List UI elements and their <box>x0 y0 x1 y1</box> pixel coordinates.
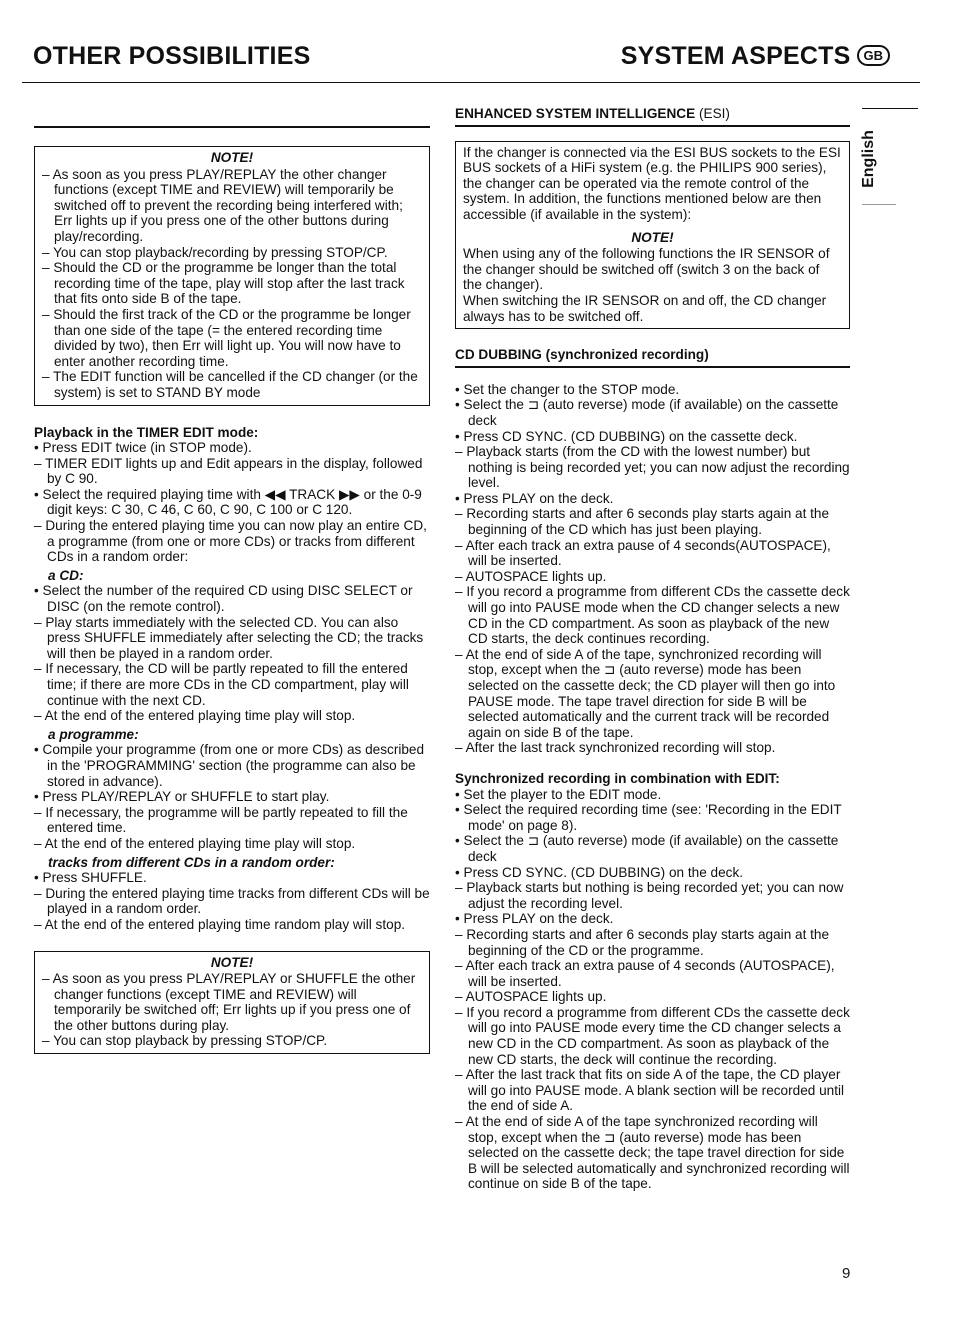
item-list <box>34 583 430 723</box>
item-list <box>34 742 430 851</box>
subheading: tracks from different CDs in a random order: <box>48 854 335 870</box>
list-item: – Recording starts and after 6 seconds play starts again at the beginning of the CD which has just been playing. <box>455 506 830 538</box>
list-item: – AUTOSPACE lights up. <box>455 989 607 1005</box>
esi-note-text-1: When using any of the following functions the IR SENSOR of the changer should be switched off (switch 3 on the back of the changer). <box>463 246 830 293</box>
item-list <box>34 870 430 932</box>
language-tab <box>859 130 882 190</box>
language-label: English <box>859 130 877 188</box>
list-item: – You can stop playback/recording by pressing STOP/CP. <box>42 244 388 260</box>
list-item: – You can stop playback by pressing STOP/CP. <box>42 1033 328 1049</box>
list-item: – Should the first track of the CD or the programme be longer than one side of the tape (= the entered recording time divided by two), then Err will light up. You will now have to enter another recording time. <box>42 306 411 369</box>
list-item: – At the end of the entered playing time play will stop. <box>34 708 356 724</box>
esi-box-text: If the changer is connected via the ESI BUS sockets to the ESI BUS sockets of a HiFi system (e.g. the PHILIPS 900 series), the changer can be operated via the remote control of the system. In addition, the functions mentioned below are then accessible (if available in the system): <box>463 144 841 222</box>
list-item: – During the entered playing time you can now play an entire CD, a programme (from one or more CDs) or tracks from different CDs in a random order: <box>34 518 427 565</box>
esi-heading-suffix: (ESI) <box>698 106 730 121</box>
left-column-rule <box>34 126 430 128</box>
list-item: • Set the player to the EDIT mode. <box>455 786 662 802</box>
list-item: – If you record a programme from different CDs the cassette deck will go into PAUSE mode every time the CD changer selects a new CD in the CD compartment. As soon as playback of the new CD starts, the deck will continue the recording. <box>455 1004 850 1067</box>
list-item: – The EDIT function will be cancelled if the CD changer (or the system) is set to STAND BY mode <box>42 369 418 400</box>
list-item: • Press EDIT twice (in STOP mode). <box>34 440 252 456</box>
section-heading: Synchronized recording in combination with EDIT: <box>455 770 780 786</box>
right-column <box>455 106 850 1192</box>
list-item: • Set the changer to the STOP mode. <box>455 381 680 397</box>
list-item: – If necessary, the CD will be partly repeated to fill the entered time; if there are more CDs in the CD compartment, play will continue with the next CD. <box>34 661 409 708</box>
page-number: 9 <box>842 1265 851 1282</box>
list-item: – As soon as you press PLAY/REPLAY the other changer functions (except TIME and REVIEW) will temporarily be switched off to prevent the recording being interfered with; Err lights up if you press one of the other buttons during play/recording. <box>42 166 403 244</box>
list-item: – At the end of the entered playing time random play will stop. <box>34 916 406 932</box>
list-item: – At the end of side A of the tape, synchronized recording will stop, except when the ⊐ (auto reverse) mode has been selected on the cassette deck; the CD player will then go into PAUSE mode. The tape travel direction for side B will be selected automatically and the current track will be recorded again on side B of the tape. <box>455 646 836 740</box>
list-item: • Press PLAY on the deck. <box>455 911 614 927</box>
note-title: NOTE! <box>210 954 254 970</box>
list-item: – AUTOSPACE lights up. <box>455 568 607 584</box>
list-item: – During the entered playing time tracks from different CDs will be played in a random order. <box>34 885 430 917</box>
page-title-right <box>621 42 890 71</box>
side-rule-bottom <box>862 204 896 205</box>
subheading: a programme: <box>48 726 139 742</box>
list-item: – If necessary, the programme will be partly repeated to fill the entered time. <box>34 804 408 836</box>
list-item: – After the last track synchronized recording will stop. <box>455 740 776 756</box>
list-item: • Press PLAY/REPLAY or SHUFFLE to start play. <box>34 789 330 805</box>
left-column <box>34 126 430 1054</box>
list-item: • Select the ⊐ (auto reverse) mode (if available) on the cassette deck <box>455 397 839 428</box>
list-item: • Select the required playing time with ◀◀ TRACK ▶▶ or the 0-9 digit keys: C 30, C 46, C 60, C 90, C 100 or C 120. <box>34 486 422 518</box>
item-list <box>455 787 850 1192</box>
list-item: – After each track an extra pause of 4 seconds (AUTOSPACE), will be inserted. <box>455 958 835 989</box>
note-box-1 <box>34 146 430 406</box>
list-item: • Press SHUFFLE. <box>34 870 147 886</box>
list-item: – Should the CD or the programme be longer than the total recording time of the tape, play will stop after the last track that fits onto side B of the tape. <box>42 260 405 307</box>
page-title-left: OTHER POSSIBILITIES <box>33 42 311 70</box>
list-item: – At the end of side A of the tape synchronized recording will stop, except when the ⊐ (auto reverse) mode has been selected on the cassette deck; the tape travel direction for side B will be selected automatically and synchronized recording will continue on side B of the tape. <box>455 1114 850 1192</box>
item-list <box>34 440 430 565</box>
note-box-2 <box>34 951 430 1055</box>
note-list <box>42 971 422 1049</box>
list-item: • Press CD SYNC. (CD DUBBING) on the cassette deck. <box>455 428 798 444</box>
esi-heading-text: ENHANCED SYSTEM INTELLIGENCE <box>455 106 696 121</box>
side-rule-top <box>862 108 918 109</box>
list-item: – Play starts immediately with the selected CD. You can also press SHUFFLE immediately after selecting the CD; the tracks will then be played in a random order. <box>34 614 424 661</box>
list-item: – Playback starts but nothing is being recorded yet; you can now adjust the recording level. <box>455 880 844 911</box>
page-title-right-text: SYSTEM ASPECTS <box>620 42 851 70</box>
section-heading: Playback in the TIMER EDIT mode: <box>34 424 259 440</box>
list-item: – After the last track that fits on side A of the tape, the CD player will go into PAUSE mode. A blank section will be recorded until the end of side A. <box>455 1067 845 1114</box>
header-rule <box>22 82 920 83</box>
subheading: a CD: <box>48 567 84 583</box>
item-list <box>455 382 850 756</box>
list-item: – At the end of the entered playing time play will stop. <box>34 835 356 851</box>
list-item: – As soon as you press PLAY/REPLAY or SHUFFLE the other changer functions (except TIME and REVIEW) will temporarily be switched off; Err lights up if you press one of the other buttons during play. <box>42 971 416 1033</box>
note-title: NOTE! <box>631 229 674 245</box>
list-item: • Select the ⊐ (auto reverse) mode (if available) on the cassette deck <box>455 833 839 864</box>
list-item: • Select the number of the required CD using DISC SELECT or DISC (on the remote control). <box>34 583 413 615</box>
note-list <box>42 167 422 401</box>
esi-note-text-2: When switching the IR SENSOR on and off, the CD changer always has to be switched off. <box>463 292 827 324</box>
list-item: – If you record a programme from different CDs the cassette deck will go into PAUSE mode when the CD changer selects a new CD in the CD compartment. As soon as playback of the new CD starts, the deck continues recording. <box>455 584 850 647</box>
list-item: – Playback starts (from the CD with the lowest number) but nothing is being recorded yet; you can now adjust the recording level. <box>455 444 850 491</box>
list-item: • Press PLAY on the deck. <box>455 490 614 506</box>
list-item: – After each track an extra pause of 4 seconds(AUTOSPACE), will be inserted. <box>455 537 831 569</box>
section-heading: CD DUBBING (synchronized recording) <box>455 347 850 368</box>
list-item: – TIMER EDIT lights up and Edit appears in the display, followed by C 90. <box>34 455 423 487</box>
list-item: • Compile your programme (from one or more CDs) as described in the 'PROGRAMMING' section (the programme can also be stored in advance). <box>34 742 425 789</box>
note-title: NOTE! <box>210 150 254 165</box>
list-item: • Select the required recording time (see: 'Recording in the EDIT mode' on page 8). <box>455 802 842 833</box>
list-item: – Recording starts and after 6 seconds play starts again at the beginning of the CD or the programme. <box>455 926 830 958</box>
esi-box <box>455 141 850 330</box>
esi-heading <box>455 106 850 127</box>
list-item: • Press CD SYNC. (CD DUBBING) on the deck. <box>455 864 744 880</box>
gb-badge: GB <box>857 45 891 66</box>
